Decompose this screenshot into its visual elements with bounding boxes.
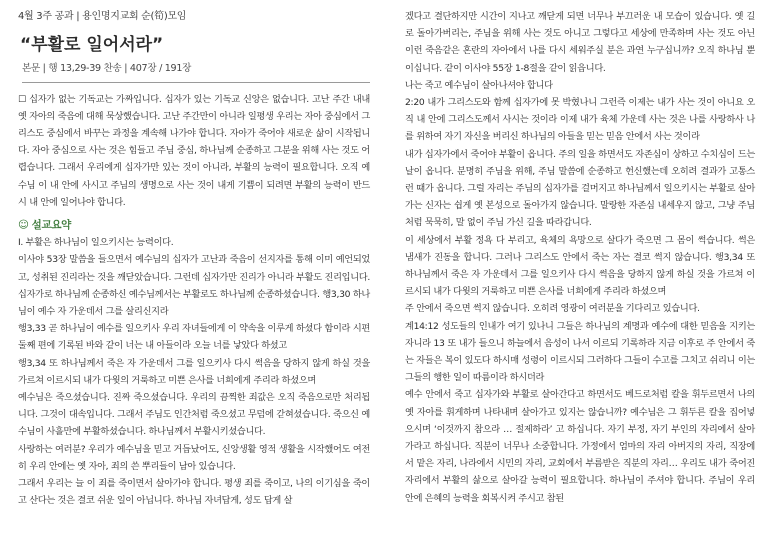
right-para-6: 계14:12 성도들의 인내가 여기 있나니 그들은 하나님의 계명과 예수에 대한 믿음을 지키는 자니라 13 또 내가 들으니 하늘에서 음성이 나서 이르되 기록하라 지금 이후로 주 안에서 죽는 자들은 복이 있도다 하시매 성령이 이르시되 그러하다 그들이 수고를 그치고 쉬리니 이는 그들의 행한 일이 따름이라 하시더라 <box>405 320 755 384</box>
right-para-3: 내가 십자가에서 죽어야 부활이 옵니다. 주의 일을 하면서도 자존심이 상하고 수치심이 드는 날이 옵니다. 분명히 주님을 위해, 주님 말씀에 순종하고 헌신했는데 오히려 결과가 고통스런 때가 옵니다. 그럴 자리는 주님의 십자가를 걸머지고 하나님께서 일으키시는 부활로 살아가는 신자는 쉽게 옛 본성으로 돌아가지 않습니다. 말랑한 자존심 내세우지 않고, 그냥 주님처럼 묵묵히, 말 없이 주님 가신 길을 따라갑니다. <box>405 148 755 229</box>
left-para-5: 사랑하는 여러분? 우리가 예수님을 믿고 거듭났어도, 신앙생활 영적 생활을 시작했어도 여전히 우리 안에는 옛 자아, 죄의 쓴 뿌리들이 남아 있습니다. <box>18 443 370 472</box>
left-para-2: 행3,33 곧 하나님이 예수를 일으키사 우리 자녀들에게 이 약속을 이루게 하셨다 함이라 시편 둘째 편에 기록된 바와 같이 너는 내 아들이라 오늘 너를 낳았다 하셨고 <box>18 323 370 352</box>
left-para-4: 예수님은 죽으셨습니다. 진짜 죽으셨습니다. 우리의 끔찍한 죄값은 오직 죽음으로만 처리됩니다. 그것이 대속입니다. 그래서 주님도 인간처럼 죽으셨고 무덤에 갇혀셨습니다. 죽으신 예수님이 사흘만에 부활하셨습니다. 하나님께서 부활시키셨습니다. <box>18 392 370 438</box>
right-para-1: 나는 죽고 예수님이 살아나셔야 합니다 <box>405 79 553 91</box>
right-para-7: 예수 안에서 죽고 십자가와 부활로 살아간다고 하면서도 베드로처럼 칼을 휘두르면서 나의 옛 자아를 휘게하며 나타내며 살아가고 있지는 않습니까? 예수님은 그 휘두른 칼을 집어넣으시며 ‘이것까지 참으라 … 절제하라’ 고 하십니다. 자기 부정, 자기 부인의 자리에서 살아가라고 하십니다. 직분이 너무나 소중합니다. 가정에서 엄마의 자리 아버지의 자리, 직장에서 맡은 자리, 나라에서 시민의 자리, 교회에서 부름받은 직분의 자리… 우리도 내가 죽어진 자리에서 부활의 삶으로 살아갈 능력이 필요합니다. 하나님이 주셔야 합니다. 주님이 우리 안에 은혜의 능력을 회복시켜 주시고 참된 <box>405 389 755 504</box>
left-column <box>18 8 370 509</box>
left-para-3: 행3,34 또 하나님께서 죽은 자 가운데서 그를 일으키사 다시 썩음을 당하지 않게 하실 것을 가르쳐 이르시되 내가 다윗의 거룩하고 미쁜 은사를 너희에게 주리라 하셨으며 <box>18 357 370 386</box>
smile-icon: ☺ <box>18 219 29 232</box>
right-para-0: 겠다고 결단하지만 시간이 지나고 깨닫게 되면 너무나 부끄러운 내 모습이 있습니다. 옛 길로 돌아가버리는, 주님을 위해 사는 것도 아니고 그렇다고 세상에 만족하며 사는 것도 아닌 이런 죽음같은 혼란의 자아에서 나를 다시 세워주실 분은 과연 누구십니까? 오직 하나님 뿐이십니다. 같이 이사야 55장 1-8절을 같이 읽읍니다. <box>405 11 755 74</box>
right-para-5: 주 안에서 죽으면 썩지 않습니다. 오히려 영광이 여러분을 기다리고 있습니다. <box>405 303 700 315</box>
left-para-6: 그래서 우리는 늘 이 죄를 죽이면서 살아가야 합니다. 평생 죄를 죽이고, 나의 이기심을 죽이고 산다는 것은 결코 쉬운 일이 아닙니다. 하나님 자녀답게, 성도 답게 살 <box>18 478 370 507</box>
left-para-0: I. 부활은 하나님이 일으키시는 능력이다. <box>18 237 174 249</box>
right-column <box>405 8 755 507</box>
section-heading <box>18 217 370 234</box>
left-para-1: 이사야 53장 말씀을 들으면서 예수님의 십자가 고난과 죽음이 선지자를 통해 이미 예언되었고, 성취된 진리라는 것을 깨닫았습니다. 그런데 십자가만 진리가 아니라 부활도 진리입니다. 십자가로 하나님께 순종하신 예수님께서는 부활로도 하나님께 순종하셨습니다. 행3,30 하나님이 예수 자 가운데서 그를 살리신지라 <box>18 254 370 318</box>
right-para-2: 2:20 내가 그리스도와 함께 십자가에 못 박혔나니 그런즉 이제는 내가 사는 것이 아니요 오직 내 안에 그리스도께서 사시는 것이라 이제 내가 육체 가운데 사는 것은 나를 사랑하사 나를 위하여 자기 자신을 버리신 하나님의 아들을 믿는 믿음 안에서 사는 것이라 <box>405 97 755 143</box>
right-para-4: 이 세상에서 부활 정욕 다 부리고, 육체의 욕망으로 살다가 죽으면 그 몸이 썩습니다. 썩은 냄새가 진동을 합니다. 그러나 그리스도 안에서 죽는 자는 결코 썩지 않습니다. 행3,34 또 하나님께서 죽은 자 가운데서 그를 일으키사 다시 썩음을 당하지 않게 하실 것을 가르쳐 이르시되 내가 다윗의 거룩하고 미쁜 은사를 너희에게 주리라 하셨으며 <box>405 234 755 298</box>
bulletin-meta: 4월 3주 공과 | 용인명지교회 순(筍)모임 <box>18 11 187 22</box>
intro-paragraph: ☐ 십자가 없는 기독교는 가짜입니다. 십자가 있는 기독교 신앙은 없습니다. 고난 주간 내내 옛 자아의 죽음에 대해 묵상했습니다. 고난 주간만이 아니라 일평생 우리는 자아 중심에서 그리스도 중심에서 바꾸는 과정을 계속해 나가야 합니다. 자아가 죽어야 새로운 삶이 시작됩니다. 자아 중심으로 사는 것은 힘들고 주님 중심, 하나님께 순종하고 그분을 위해 사는 것도 어렵습니다. 그래서 우리에게 십자가만 있는 것이 아니라, 부활의 능력이 필요합니다. 오직 예수님 이 내 안에 사시고 주님의 생명으로 사는 것이 내게 기쁨이 되려면 부활의 능력이 반드시 내 안에 일어나야 합니다. <box>18 93 370 208</box>
section-heading-label: 설교요약 <box>31 219 72 232</box>
scripture-reference: 본문 | 행 13,29-39 찬송 | 407장 / 191장 <box>22 60 370 82</box>
sermon-title: “부활로 일어서라” <box>20 35 164 56</box>
